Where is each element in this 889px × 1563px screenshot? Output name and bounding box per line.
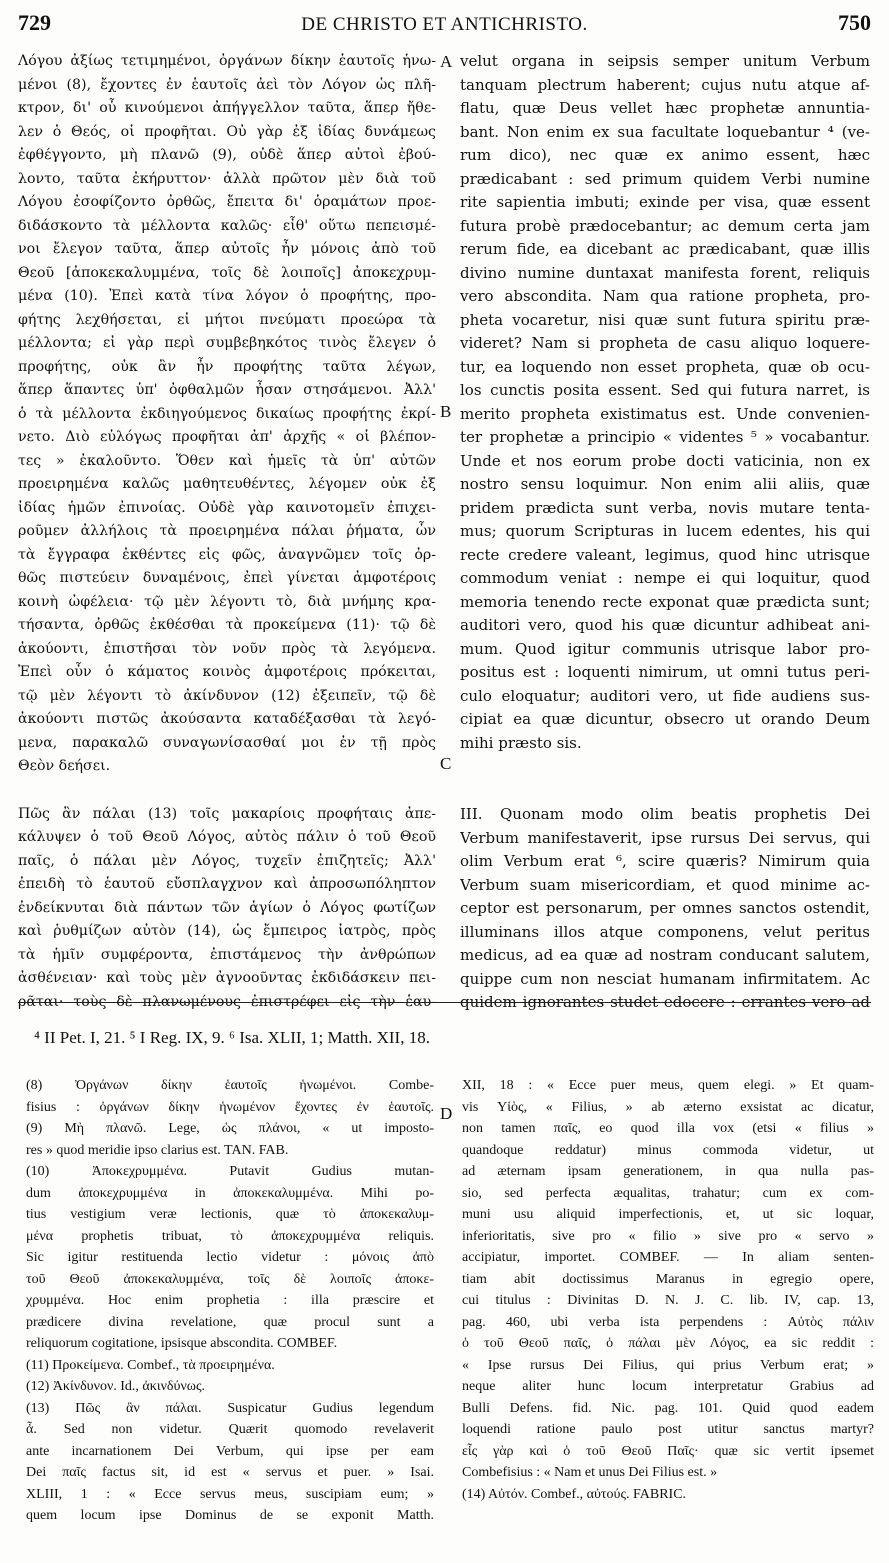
latin-text-line: prædicabant : sed primum quidem Verbi numine xyxy=(460,169,870,188)
greek-text-column xyxy=(18,50,436,1014)
footnote-line: εἷς γὰρ καὶ ὁ τοῦ Θεοῦ Παῖς· quæ sic vertit ipsemet xyxy=(462,1443,874,1459)
greek-text-line: Λόγου ἀξίως τετιμημένοι, ὀργάνων δίκην ἑαυτοῖς ἡνω- xyxy=(18,53,436,69)
paragraph-gap xyxy=(18,779,436,803)
page-number-right: 750 xyxy=(838,10,871,35)
greek-text-line: Θεοῦ [ἀποκεκαλυμμένα, τοῖς δὲ λοιποῖς] ἀποκεχρυμ- xyxy=(18,264,436,281)
latin-text-line: positus est : loquenti nimirum, ut omni tutus peri- xyxy=(460,663,870,681)
greek-text-line: φήτης λεχθήσεται, εἰ μήτοι πνεύματι προεώρα τὰ xyxy=(18,311,436,328)
footnote-line: fisius : ὀργάνων δίκην ἡνωμένον ἔχοντες ἐν ἑαυτοῖς. xyxy=(26,1099,434,1115)
latin-text-line: quippe cum non nesciat humanam infirmitatem. Ac xyxy=(460,969,870,988)
footnote-line: (9) Μὴ πλανῶ. Lege, ὡς πλάνοι, « ut imposto- xyxy=(26,1121,434,1136)
latin-text-line: Verbum manifestaverit, ipse rursus Dei servus, qui xyxy=(460,828,870,847)
footnotes-right-column xyxy=(462,1075,874,1505)
footnote-line: Sic igitur restituenda lectio videtur : μόνοις ἀπὸ xyxy=(26,1250,434,1265)
latin-text-line: medicus, ad ea quæ ad nostram conducant salutem, xyxy=(460,946,870,964)
greek-text-line: διδάσκοντο τὰ μέλλοντα καλῶς· εἶθ' οὕτω πεπεισμέ- xyxy=(18,217,436,234)
footnote-divider xyxy=(18,1002,871,1003)
footnote-line: τοῦ Θεοῦ ἀποκεκαλυμμένα, τοῖς δὲ λοιποῖς ἀποκε- xyxy=(26,1271,434,1287)
greek-text-line: Ἐπεὶ οὖν ὁ κάματος κοινὸς ἀμφοτέροις πρόκειται, xyxy=(18,664,436,680)
latin-text-line: illuminans illos atque componens, velut peritus xyxy=(460,922,870,941)
footnote-line: inferioritatis, sive pro « filio » sive pro « servo » xyxy=(462,1228,874,1244)
latin-text-line: los cunctis posita essent. Sed qui futura narret, is xyxy=(460,381,870,399)
greek-text-line: λοντο, ταῦτα ἐκήρυττον· ἀλλὰ πρῶτον μὲν διὰ τοῦ xyxy=(18,170,436,187)
latin-text-line: culo eloquatur; auditori vero, ut fide audiens sus- xyxy=(460,686,870,705)
margin-marker-d: D xyxy=(440,1104,453,1123)
greek-text-line: νοι ἔλεγον ταῦτα, ἅπερ αὐτοῖς ἦν μόνοις ἀπὸ τοῦ xyxy=(18,241,436,257)
margin-marker-a: A xyxy=(440,52,453,71)
latin-text-line: pheta vocaretur, nisi quæ sunt futura spiritu præ- xyxy=(460,310,870,329)
greek-text-line: ἀκούοντι πιστῶς ἀκούσαντα καταδέξασθαι τὰ λεγό- xyxy=(18,711,436,727)
greek-text-line: προφήτης, οὐκ ἂν ἦν προφήτης ταῦτα λέγων, xyxy=(18,358,436,375)
footnote-line: χρυμμένα. Hoc enim prophetia : illa præscire et xyxy=(26,1293,434,1308)
latin-text-line: Unde et nos eorum probe docti vaticinia, non ex xyxy=(460,451,870,470)
latin-text-line: III. Quonam modo olim beatis prophetis Dei xyxy=(460,805,870,823)
latin-text-line: olim Verbum erat ⁶, scire quæris? Nimirum quia xyxy=(460,852,870,870)
greek-text-line: μένοι (8), ἔχοντες ἐν ἑαυτοῖς ἀεὶ τὸν Λόγον ὡς πλῆ- xyxy=(18,76,436,93)
greek-text-line: ἐφθέγγοντο, μὴ πλανῶ (9), οὐδὲ ἅπερ αὐτοὶ ἐβού- xyxy=(18,147,436,163)
footnote-line: quem locum ipse Dominus de se exponit Matth. xyxy=(26,1508,434,1523)
greek-text-line: μενα, παρακαλῶ συναγωνίσασθαί μοι ἐν τῇ πρὸς xyxy=(18,734,436,751)
footnote-line: accipiatur, importet. COMBEF. — In aliam senten- xyxy=(462,1250,874,1265)
greek-text-line: κοινὴ ὠφέλεια· τῷ μὲν λέγοντι τὸ, διὰ μνήμης κρα- xyxy=(18,593,436,610)
greek-text-line: ἐπειδὴ τὸ ἑαυτοῦ εὔσπλαγχνον καὶ ἀπροσωπόληπτον xyxy=(18,876,436,892)
footnote-line: (14) Αὐτόν. Combef., αὐτούς. FABRIC. xyxy=(462,1486,687,1502)
greek-text-line: μένα (10). Ἐπεὶ κατὰ τίνα λόγον ὁ προφήτης, προ- xyxy=(18,288,436,304)
latin-text-line: videret? Nam si propheta de casu aliquo loquere- xyxy=(460,334,870,352)
page-header xyxy=(18,8,871,38)
latin-text-line: rite sapientia imbuti; exinde per visa, quæ essent xyxy=(460,193,870,211)
footnote-line: (10) Ἀποκεχρυμμένα. Putavit Gudius mutan- xyxy=(26,1164,434,1179)
greek-text-line: Θεὸν δεήσει. xyxy=(18,758,111,774)
latin-text-column xyxy=(460,50,870,1015)
greek-text-line: ροῦμεν ἀλλήλοις τὰ προειρημένα πάλαι ῥήματα, ὧν xyxy=(18,523,436,539)
greek-text-line: ἅπερ ἅπαντες ὑπ' ὀφθαλμῶν ἦσαν στησάμενοι. Ἀλλ' xyxy=(18,382,436,398)
footnote-line: vis Υἱὸς, « Filius, » ab æterno exsistat ac dicatur, xyxy=(462,1099,874,1115)
footnote-line: dum ἀποκεχρυμμένα in ἀποκεκαλυμμένα. Mihi po- xyxy=(26,1185,434,1201)
footnote-line: ad æternam ipsam generationem, in qua nulla pas- xyxy=(462,1164,874,1179)
latin-text-line: ceptor est personarum, per omnes sanctos ostendit, xyxy=(460,899,870,917)
greek-text-line: τὰ ἡμῖν συμφέροντα, ἐπιστάμενος τὴν ἀνθρώπων xyxy=(18,946,436,963)
page-number-left: 729 xyxy=(18,10,51,35)
footnote-line: ὁ τοῦ Θεοῦ παῖς, ὁ πάλαι μὲν Λόγος, ea sic reddit : xyxy=(462,1336,874,1351)
running-title: DE CHRISTO ET ANTICHRISTO. xyxy=(301,14,588,35)
greek-text-line: τὰ ἔγγραφα ἐκθέντες εἰς φῶς, ἀναγνῶμεν τοῖς ὀρ- xyxy=(18,546,436,563)
footnote-line: Dei παῖς factus sit, id est « servus et puer. » Isai. xyxy=(26,1465,434,1480)
footnote-line: pag. 460, ubi verba ista perpendens : Αὐτὸς πάλιν xyxy=(462,1314,874,1330)
paragraph-gap xyxy=(460,779,870,803)
greek-text-line: παῖς, ὁ πάλαι μὲν Λόγος, τυχεῖν ἐπιζητεῖς; Ἀλλ' xyxy=(18,852,436,869)
greek-text-line: ἀκούοντι, ἐπιστῆσαι τὸν νοῦν πρὸς τὰ λεγόμενα. xyxy=(18,640,436,657)
greek-text-line: λεν ὁ Θεός, οἱ προφῆται. Οὐ γὰρ ἐξ ἰδίας δυνάμεως xyxy=(18,123,436,140)
margin-marker-b: B xyxy=(440,402,452,421)
latin-text-line: memoria tenendo recte exponat quæ prædicta sunt; xyxy=(460,592,870,611)
footnote-line: prædicere divina revelatione, quæ procul sunt a xyxy=(26,1314,434,1330)
footnote-line: (11) Προκείμενα. Combef., τὰ προειρημένα. xyxy=(26,1357,275,1373)
greek-text-line: θῶς πιστεύειν δυναμένοις, ἐπεὶ γίνεται ἀμφοτέροις xyxy=(18,570,436,586)
footnote-line: sio, sed perfecta æqualitas, trahatur; cum ex com- xyxy=(462,1185,874,1201)
latin-text-line: flatu, quæ Deus vellet hæc prophetæ annuntia- xyxy=(460,99,870,117)
footnote-line: tius vestigium veræ lectionis, quæ τὸ ἀποκεκαλυμ- xyxy=(26,1207,434,1222)
latin-text-line: nostro sensu loquimur. Non enim alii aliis, quæ xyxy=(460,475,870,493)
greek-text-line: κάλυψεν ὁ τοῦ Θεοῦ Λόγος, αὐτὸς πάλιν ὁ τοῦ Θεοῦ xyxy=(18,829,436,845)
footnote-line: Bulli Defens. fid. Nic. pag. 101. Quid quod eadem xyxy=(462,1400,874,1416)
greek-text-line: καὶ ῥυθμίζων αὐτὸν (14), ὡς ἔμπειρος ἰατρὸς, πρὸς xyxy=(18,923,436,939)
footnote-line: (13) Πῶς ἂν πάλαι. Suspicatur Gudius legendum xyxy=(26,1400,434,1416)
footnote-line: tiam abit doctissimus Maranus in egregio opere, xyxy=(462,1271,874,1287)
margin-marker-c: C xyxy=(440,754,452,773)
greek-text-line: ἀσθένειαν· καὶ τοὺς μὲν ἀγνοοῦντας ἐκδιδάσκειν πει- xyxy=(18,970,436,986)
footnote-line: muni usu aliquid imperfectionis, et, ut sic loquar, xyxy=(462,1207,874,1222)
greek-text-line: ὁ τὰ μέλλοντα ἐκδιηγούμενος δικαίως προφήτης ἐκρί- xyxy=(18,405,436,422)
footnote-line: neque aliter hunc locum interpretatur Grabius ad xyxy=(462,1379,874,1394)
footnote-line: res » quod meridie ipso clarius est. TAN. FAB. xyxy=(26,1142,289,1158)
greek-text-line: ἰδίας ἡμῶν ἐπινοίας. Οὐδὲ γὰρ καινοτομεῖν ἐπιχει- xyxy=(18,499,436,516)
greek-text-line: τες » ἐκαλοῦντο. Ὅθεν καὶ ἡμεῖς τὰ ὑπ' αὐτῶν xyxy=(18,452,436,469)
latin-text-line: futura probè prædocebantur; ac demum certa jam xyxy=(460,216,870,235)
footnote-line: cui titulus : Divinitas D. N. J. C. lib. IV, cap. 13, xyxy=(462,1293,874,1308)
footnote-line: μένα prophetis tribuat, τὸ ἀποκεχρυμμένα reliquis. xyxy=(26,1228,434,1244)
latin-text-line: merito propheta existimatus est. Unde convenien- xyxy=(460,404,870,423)
paragraph-gap xyxy=(460,755,870,779)
latin-text-line: vero abscondita. Nam qua ratione propheta, pro- xyxy=(460,287,870,305)
latin-text-line: mum. Quod igitur communis utrisque labor pro- xyxy=(460,639,870,658)
latin-text-line: recte credere valeant, legimus, quod hinc utrisque xyxy=(460,545,870,564)
latin-text-line: mihi præsto sis. xyxy=(460,733,582,752)
greek-text-line: ρᾶται· τοὺς δὲ πλανωμένους ἐπιστρέφει εἰς τὴν ἑαυ- xyxy=(18,993,436,1010)
footnote-line: XLIII, 1 : « Ecce servus meus, suscipiam eum; » xyxy=(26,1486,434,1502)
greek-text-line: μέλλοντα; εἰ γὰρ περὶ συμβεβηκότος τινὸς ἔλεγεν ὁ xyxy=(18,335,436,351)
latin-text-line: commodum veniat : nempe ei qui loquitur, quod xyxy=(460,569,870,587)
footnote-line: (12) Ἀκίνδυνον. Id., ἀκινδύνως. xyxy=(26,1379,206,1394)
greek-text-line: τήσαντα, ὀρθῶς ἐκθέσθαι τὰ προκείμενα (11)· τῷ δὲ xyxy=(18,617,436,633)
latin-text-line: quidem ignorantes studet edocere : errantes vero ad xyxy=(460,993,870,1011)
latin-text-line: ter prophetæ a principio « videntes ⁵ » vocabantur. xyxy=(460,428,870,446)
latin-text-line: velut organa in seipsis semper unitum Verbum xyxy=(460,52,870,70)
latin-text-line: divino numine duntaxat manifesta forent, reliquis xyxy=(460,263,870,282)
footnote-line: Combefisius : « Nam et unus Dei Filius est. » xyxy=(462,1465,718,1480)
scripture-references: ⁴ II Pet. I, 21. ⁵ I Reg. IX, 9. ⁶ Isa. XLII, 1; Matth. XII, 18. xyxy=(34,1028,430,1047)
latin-text-line: tur, ea loquendo non esset propheta, quæ ob ocu- xyxy=(460,357,870,376)
greek-text-line: νετο. Διὸ εὐλόγως προφῆται ἀπ' ἀρχῆς « οἱ βλέπον- xyxy=(18,429,436,445)
greek-text-line: ἐνδείκνυται διὰ πάντων τῶν ἁγίων ὁ Λόγος φωτίζων xyxy=(18,899,436,916)
latin-text-line: Verbum suam misericordiam, et quod minime ac- xyxy=(460,875,870,894)
latin-text-line: pridem prædicta sunt verba, novis mutare tenta- xyxy=(460,498,870,517)
latin-text-line: mus; quorum Scripturas in lucem edentes, his qui xyxy=(460,522,870,540)
footnote-line: ἆ. Sed non videtur. Quærit quomodo revelaverit xyxy=(26,1422,434,1437)
greek-text-line: Πῶς ἂν πάλαι (13) τοῖς μακαρίοις προφήταις ἀπε- xyxy=(18,805,436,822)
footnote-line: XII, 18 : « Ecce puer meus, quem elegi. » Et quam- xyxy=(462,1078,874,1093)
greek-text-line: προειρημένα καλῶς μαθητευθέντες, λέγομεν οὐκ ἐξ xyxy=(18,476,436,492)
footnote-line: « Ipse rursus Dei Filius, qui prius Verbum erat; » xyxy=(462,1357,874,1373)
latin-text-line: auditori vero, quod his quæ dicuntur adhibeat ani- xyxy=(460,616,870,634)
footnote-line: ante incarnationem Dei Verbum, qui ipse per eam xyxy=(26,1443,434,1459)
latin-text-line: bant. Non enim ex sua facultate loquebantur ⁴ (ve- xyxy=(460,122,870,141)
footnote-line: (8) Ὀργάνων δίκην ἑαυτοῖς ἡνωμένοι. Combe- xyxy=(26,1078,434,1093)
latin-text-line: rerum fide, ea dicebant ac prædicabant, quæ illis xyxy=(460,240,870,258)
greek-text-line: κτρον, δι' οὗ κινούμενοι ἀπήγγελλον ταῦτα, ἅπερ ἤθε- xyxy=(18,100,436,116)
footnotes-left-column xyxy=(26,1075,434,1527)
latin-text-line: tanquam plectrum haberent; cujus nutu atque af- xyxy=(460,75,870,94)
latin-text-line: cipiat ea quæ dicuntur, obsecro ut orando Deum xyxy=(460,710,870,728)
footnote-line: non tamen παῖς, eo quod illa vox (etsi « filius » xyxy=(462,1121,874,1136)
latin-text-line: rum dico), nec quæ ex animo essent, hæc xyxy=(460,146,870,164)
footnote-line: quandoque reddatur) minus commoda videtur, ut xyxy=(462,1142,874,1158)
footnote-line: reliquorum cogitatione, ipsisque abscondita. COMBEF. xyxy=(26,1336,338,1351)
greek-text-line: Λόγου ἐσοφίζοντο ὀρθῶς, ἔπειτα δι' ὁραμάτων προε- xyxy=(18,194,436,210)
footnote-line: loquendi ratione paulo post utitur sanctus martyr? xyxy=(462,1422,874,1437)
greek-text-line: τῷ μὲν λέγοντι τὸ ἀκίνδυνον (12) ἐξειπεῖν, τῷ δὲ xyxy=(18,687,436,704)
